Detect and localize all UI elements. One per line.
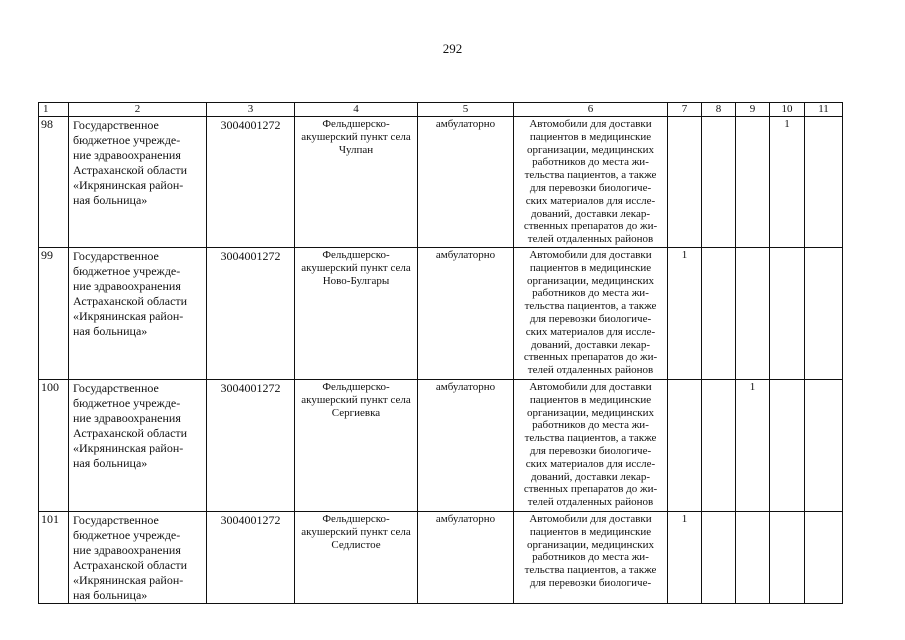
- text-line: пациентов в медицинские: [529, 261, 652, 274]
- vehicle-purpose: [514, 380, 668, 512]
- care-type: амбулаторно: [418, 512, 514, 604]
- text-line: ских материалов для иссле-: [525, 194, 656, 207]
- text-line: «Икрянинская район-: [73, 309, 184, 323]
- table-row: [39, 117, 843, 248]
- page-number: 292: [442, 41, 463, 56]
- count-col-10: [770, 380, 805, 512]
- text-line: «Икрянинская район-: [73, 573, 184, 587]
- text-line: бюджетное учрежде-: [73, 396, 181, 410]
- table-row: [39, 248, 843, 380]
- text-line: Автомобили для доставки: [529, 118, 652, 130]
- text-line: ских материалов для иссле-: [525, 325, 656, 338]
- count-col-11: [805, 117, 843, 248]
- column-header-8: 8: [702, 103, 736, 117]
- facility-name: [295, 117, 418, 248]
- vehicle-purpose: [514, 248, 668, 380]
- care-type: амбулаторно: [418, 248, 514, 380]
- text-line: работников до места жи-: [532, 419, 649, 432]
- text-line: «Икрянинская район-: [73, 441, 184, 455]
- vehicle-allocation-table: [38, 102, 843, 604]
- count-col-8: [702, 380, 736, 512]
- text-line: тельства пациентов, а также: [524, 432, 657, 445]
- row-number: 98: [39, 117, 69, 248]
- row-number: 100: [39, 380, 69, 512]
- column-header-9: 9: [736, 103, 770, 117]
- count-col-9: [736, 117, 770, 248]
- text-line: ственных препаратов до жи-: [523, 351, 658, 364]
- count-col-11: [805, 512, 843, 604]
- text-line: ние здравоохранения: [73, 543, 181, 557]
- column-header-1: 1: [39, 103, 69, 117]
- text-line: для перевозки биологиче-: [529, 444, 652, 457]
- text-line: организации, медицинских: [526, 274, 654, 287]
- column-header-2: 2: [69, 103, 207, 117]
- text-line: Седлистое: [331, 538, 381, 551]
- count-col-8: [702, 512, 736, 604]
- text-line: тельства пациентов, а также: [524, 300, 657, 313]
- text-line: телей отдаленных районов: [527, 233, 654, 246]
- count-col-10: [770, 512, 805, 604]
- text-line: ние здравоохранения: [73, 148, 181, 162]
- facility-name: [295, 248, 418, 380]
- care-type: амбулаторно: [418, 380, 514, 512]
- text-line: телей отдаленных районов: [527, 364, 654, 377]
- text-line: Астраханской области: [73, 163, 188, 177]
- text-line: акушерский пункт села: [301, 130, 411, 143]
- text-line: Астраханской области: [73, 558, 188, 572]
- text-line: Сергиевка: [331, 406, 381, 419]
- text-line: ние здравоохранения: [73, 279, 181, 293]
- column-header-4: 4: [295, 103, 418, 117]
- text-line: дований, доставки лекар-: [530, 207, 651, 220]
- text-line: Автомобили для доставки: [529, 513, 652, 525]
- inn-cell: 3004001272: [207, 248, 295, 380]
- text-line: работников до места жи-: [532, 156, 649, 169]
- text-line: Астраханской области: [73, 294, 188, 308]
- column-header-3: 3: [207, 103, 295, 117]
- text-line: ственных препаратов до жи-: [523, 483, 658, 496]
- header-row: [39, 103, 843, 117]
- count-col-11: [805, 248, 843, 380]
- column-header-6: 6: [514, 103, 668, 117]
- count-col-7: 1: [668, 248, 702, 380]
- text-line: для перевозки биологиче-: [529, 181, 652, 194]
- vehicle-purpose: [514, 512, 668, 604]
- text-line: бюджетное учрежде-: [73, 264, 181, 278]
- text-line: ских материалов для иссле-: [525, 457, 656, 470]
- text-line: пациентов в медицинские: [529, 130, 652, 143]
- text-line: Фельдшерско-: [322, 118, 390, 130]
- organization-name: [69, 117, 207, 248]
- text-line: для перевозки биологиче-: [529, 576, 652, 589]
- text-line: Государственное: [73, 381, 159, 395]
- inn-cell: 3004001272: [207, 117, 295, 248]
- text-line: акушерский пункт села: [301, 393, 411, 406]
- text-line: пациентов в медицинские: [529, 525, 652, 538]
- facility-name: [295, 512, 418, 604]
- inn-cell: 3004001272: [207, 380, 295, 512]
- organization-name: [69, 512, 207, 604]
- count-col-9: 1: [736, 380, 770, 512]
- text-line: Астраханской области: [73, 426, 188, 440]
- count-col-10: 1: [770, 117, 805, 248]
- text-line: организации, медицинских: [526, 538, 654, 551]
- count-col-7: [668, 117, 702, 248]
- text-line: организации, медицинских: [526, 406, 654, 419]
- text-line: Ново-Булгары: [322, 274, 390, 287]
- text-line: тельства пациентов, а также: [524, 564, 657, 577]
- text-line: тельства пациентов, а также: [524, 169, 657, 182]
- vehicle-purpose: [514, 117, 668, 248]
- count-col-7: 1: [668, 512, 702, 604]
- text-line: Государственное: [73, 513, 159, 527]
- text-line: Чулпан: [338, 143, 374, 156]
- text-line: дований, доставки лекар-: [530, 470, 651, 483]
- text-line: «Икрянинская район-: [73, 178, 184, 192]
- text-line: ная больница»: [73, 588, 148, 602]
- text-line: акушерский пункт села: [301, 261, 411, 274]
- text-line: бюджетное учрежде-: [73, 133, 181, 147]
- text-line: Государственное: [73, 249, 159, 263]
- column-header-7: 7: [668, 103, 702, 117]
- text-line: акушерский пункт села: [301, 525, 411, 538]
- table-row: [39, 380, 843, 512]
- column-header-11: 11: [805, 103, 843, 117]
- row-number: 99: [39, 248, 69, 380]
- text-line: для перевозки биологиче-: [529, 312, 652, 325]
- inn-cell: 3004001272: [207, 512, 295, 604]
- count-col-11: [805, 380, 843, 512]
- text-line: Автомобили для доставки: [529, 381, 652, 393]
- text-line: Фельдшерско-: [322, 513, 390, 525]
- count-col-9: [736, 248, 770, 380]
- organization-name: [69, 380, 207, 512]
- text-line: ственных препаратов до жи-: [523, 220, 658, 233]
- count-col-9: [736, 512, 770, 604]
- text-line: работников до места жи-: [532, 551, 649, 564]
- text-line: ние здравоохранения: [73, 411, 181, 425]
- text-line: Фельдшерско-: [322, 381, 390, 393]
- column-header-10: 10: [770, 103, 805, 117]
- row-number: 101: [39, 512, 69, 604]
- text-line: бюджетное учрежде-: [73, 528, 181, 542]
- organization-name: [69, 248, 207, 380]
- text-line: Фельдшерско-: [322, 249, 390, 261]
- count-col-7: [668, 380, 702, 512]
- table-row: [39, 512, 843, 604]
- text-line: организации, медицинских: [526, 143, 654, 156]
- facility-name: [295, 380, 418, 512]
- count-col-10: [770, 248, 805, 380]
- count-col-8: [702, 248, 736, 380]
- text-line: пациентов в медицинские: [529, 393, 652, 406]
- count-col-8: [702, 117, 736, 248]
- column-header-5: 5: [418, 103, 514, 117]
- care-type: амбулаторно: [418, 117, 514, 248]
- text-line: дований, доставки лекар-: [530, 338, 651, 351]
- text-line: ная больница»: [73, 324, 148, 338]
- text-line: ная больница»: [73, 456, 148, 470]
- text-line: Автомобили для доставки: [529, 249, 652, 261]
- text-line: ная больница»: [73, 193, 148, 207]
- text-line: Государственное: [73, 118, 159, 132]
- text-line: телей отдаленных районов: [527, 496, 654, 509]
- text-line: работников до места жи-: [532, 287, 649, 300]
